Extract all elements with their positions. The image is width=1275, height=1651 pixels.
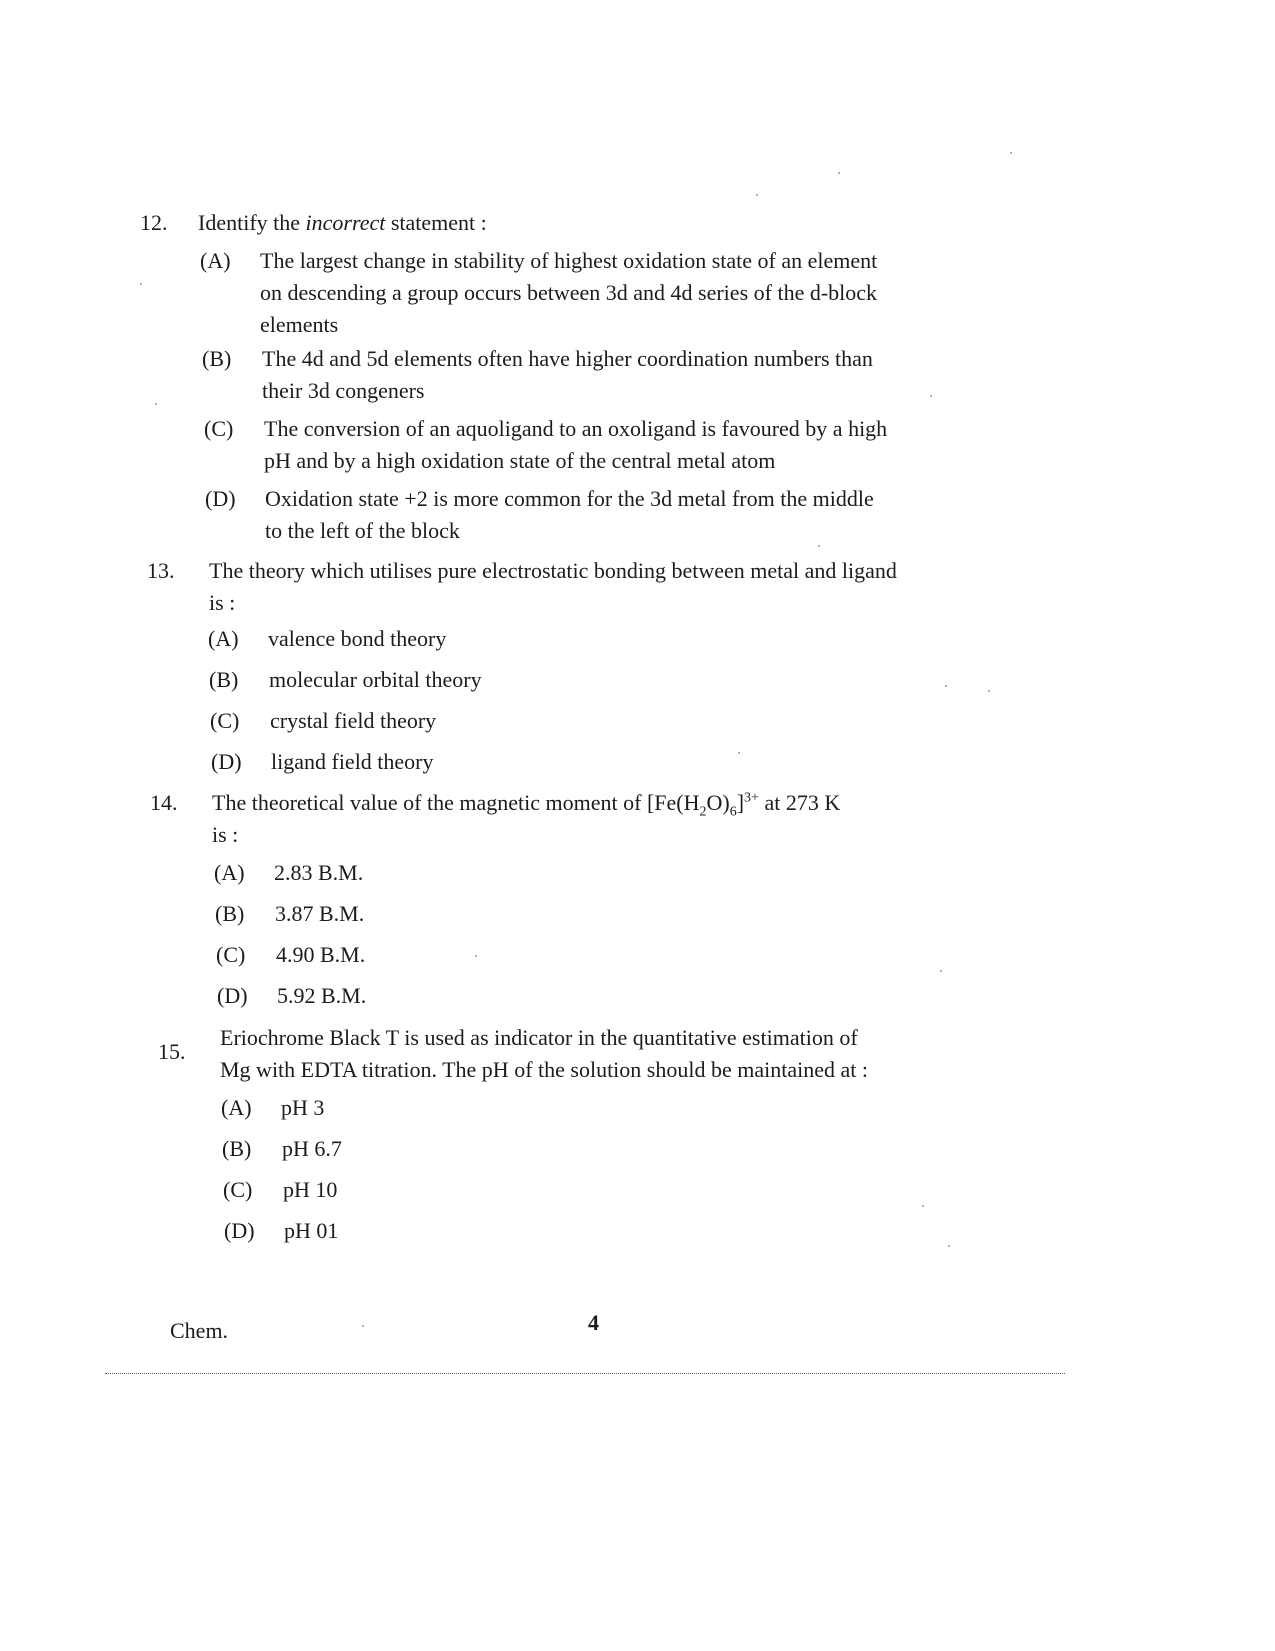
option-label: (D) <box>224 1218 255 1243</box>
scan-speck <box>948 1245 950 1247</box>
option-text: pH 3 <box>281 1095 325 1120</box>
scan-speck <box>930 395 932 397</box>
option-text: 2.83 B.M. <box>274 860 364 885</box>
option-label: (D) <box>205 486 236 511</box>
option-text: ligand field theory <box>271 749 434 774</box>
scan-speck <box>140 283 142 285</box>
option-text: pH 10 <box>283 1177 338 1202</box>
option-text: The largest change in stability of highest oxidation state of an element on descending a group occurs between 3d and 4d series of the d-block elements <box>260 248 878 337</box>
option-label: (C) <box>223 1177 253 1202</box>
option-label: (A) <box>221 1095 252 1120</box>
scan-speck <box>838 172 840 174</box>
scan-speck <box>818 545 820 547</box>
question-stem: Eriochrome Black T is used as indicator in the quantitative estimation of Mg with EDTA titration. The pH of the solution should be maintained at : <box>220 1025 868 1082</box>
option-label: (A) <box>200 248 231 273</box>
option-text: 4.90 B.M. <box>276 942 366 967</box>
scan-speck <box>1010 152 1012 154</box>
page-divider <box>105 1373 1065 1374</box>
option-label: (D) <box>211 749 242 774</box>
scan-speck <box>756 194 758 196</box>
option-text: 5.92 B.M. <box>277 983 367 1008</box>
option-label: (B) <box>215 901 245 926</box>
option-label: (D) <box>217 983 248 1008</box>
option-label: (A) <box>214 860 245 885</box>
option-text: Oxidation state +2 is more common for the 3d metal from the middle to the left of the block <box>265 486 874 543</box>
scan-speck <box>988 690 990 692</box>
question-number: 15. <box>158 1039 186 1064</box>
question-stem: Identify the incorrect statement : <box>198 210 487 235</box>
option-label: (C) <box>210 708 240 733</box>
option-text: 3.87 B.M. <box>275 901 365 926</box>
option-label: (B) <box>202 346 232 371</box>
option-text: pH 6.7 <box>282 1136 342 1161</box>
scan-speck <box>945 685 947 687</box>
scan-speck <box>155 403 157 405</box>
question-stem: The theoretical value of the magnetic moment of $[Fe(H_2O)_6]^{3+}$ at 273 K is : <box>212 790 841 847</box>
page-number: 4 <box>588 1310 599 1335</box>
scan-speck <box>475 955 477 957</box>
scan-speck <box>940 970 942 972</box>
question-number: 14. <box>150 790 178 815</box>
option-label: (B) <box>209 667 239 692</box>
option-label: (C) <box>216 942 246 967</box>
question-number: 13. <box>147 558 175 583</box>
scan-speck <box>362 1325 364 1327</box>
question-number: 12. <box>140 210 168 235</box>
option-text: valence bond theory <box>268 626 447 651</box>
scan-speck <box>738 752 740 754</box>
option-text: crystal field theory <box>270 708 437 733</box>
option-text: The 4d and 5d elements often have higher coordination numbers than their 3d congeners <box>262 346 873 403</box>
option-label: (C) <box>204 416 234 441</box>
subject-label: Chem. <box>170 1318 229 1343</box>
option-text: molecular orbital theory <box>269 667 482 692</box>
option-text: pH 01 <box>284 1218 339 1243</box>
option-label: (B) <box>222 1136 252 1161</box>
option-label: (A) <box>208 626 239 651</box>
option-text: The conversion of an aquoligand to an oxoligand is favoured by a high pH and by a high oxidation state of the central metal atom <box>264 416 888 473</box>
question-stem: The theory which utilises pure electrostatic bonding between metal and ligand is : <box>209 558 897 615</box>
scan-speck <box>922 1205 924 1207</box>
